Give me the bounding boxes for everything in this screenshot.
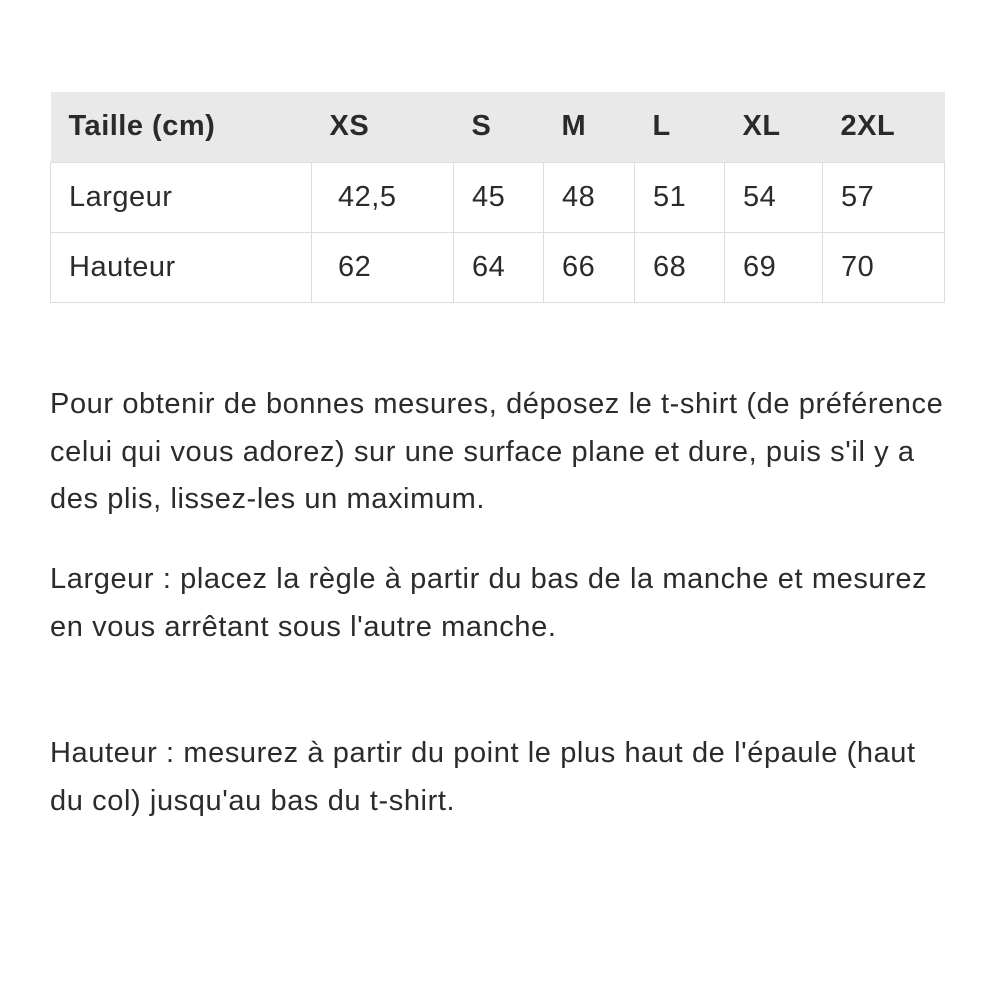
measuring-intro-paragraph: Pour obtenir de bonnes mesures, déposez le t-shirt (de préférence celui qui vous adorez) sur une surface plane et dure, puis s'il y a des plis, lissez-les un maximum.: [50, 388, 944, 515]
row-label-hauteur: Hauteur: [51, 232, 312, 302]
table-cell: 69: [725, 232, 823, 302]
table-cell: 64: [454, 232, 544, 302]
size-header-xs: XS: [312, 92, 454, 162]
table-cell: 66: [544, 232, 635, 302]
table-cell: 57: [823, 162, 945, 232]
table-cell: 45: [454, 162, 544, 232]
table-cell: 51: [635, 162, 725, 232]
table-cell: 42,5: [312, 162, 454, 232]
row-label-largeur: Largeur: [51, 162, 312, 232]
size-header-m: M: [544, 92, 635, 162]
size-header-2xl: 2XL: [823, 92, 945, 162]
size-table-header-row: [51, 92, 945, 162]
height-instructions-paragraph: Hauteur : mesurez à partir du point le plus haut de l'épaule (haut du col) jusqu'au bas du t-shirt.: [50, 737, 916, 817]
table-cell: 70: [823, 232, 945, 302]
size-table: [50, 92, 945, 303]
width-instructions-paragraph: Largeur : placez la règle à partir du bas de la manche et mesurez en vous arrêtant sous l'autre manche.: [50, 563, 928, 643]
table-cell: 48: [544, 162, 635, 232]
table-cell: 54: [725, 162, 823, 232]
table-cell: 62: [312, 232, 454, 302]
size-header-xl: XL: [725, 92, 823, 162]
table-row-largeur: [51, 162, 945, 232]
table-row-hauteur: [51, 232, 945, 302]
table-cell: 68: [635, 232, 725, 302]
size-header-l: L: [635, 92, 725, 162]
header-label: Taille (cm): [51, 92, 312, 162]
size-header-s: S: [454, 92, 544, 162]
